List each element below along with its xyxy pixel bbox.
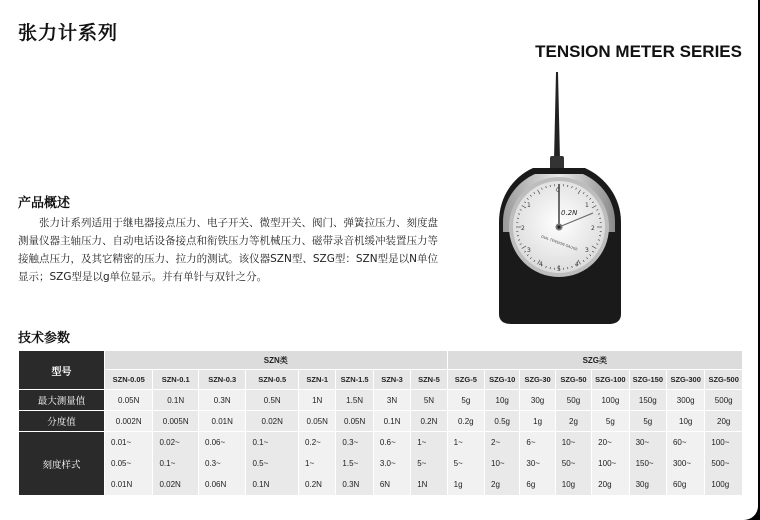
svg-text:4: 4 xyxy=(575,261,579,268)
spec-value-cell: 5g xyxy=(447,390,484,411)
svg-text:2: 2 xyxy=(591,225,595,232)
scale-pattern-cell xyxy=(629,432,666,496)
model-name-cell: SZN-0.5 xyxy=(246,370,299,390)
specs-heading: 技术参数 xyxy=(18,331,71,346)
spec-value-cell: 0.05N xyxy=(104,390,153,411)
scale-pattern-line: 1N xyxy=(417,480,428,489)
model-name-cell: SZG-500 xyxy=(705,370,743,390)
spec-value-cell: 10g xyxy=(666,411,704,432)
spec-row-label: 最大测量值 xyxy=(19,390,105,411)
spec-value-cell: 10g xyxy=(485,390,520,411)
scale-pattern-line: 0.2N xyxy=(305,480,322,489)
scale-pattern-cell xyxy=(666,432,704,496)
scale-pattern-line: 100~ xyxy=(598,459,617,468)
scale-pattern-cell xyxy=(411,432,447,496)
scale-pattern-cell xyxy=(555,432,591,496)
scale-pattern-line: 100~ xyxy=(711,438,730,447)
spec-value-cell: 1.5N xyxy=(336,390,373,411)
spec-value-cell: 150g xyxy=(629,390,666,411)
spec-value-cell: 0.02N xyxy=(246,411,299,432)
spec-value-cell: 0.3N xyxy=(198,390,246,411)
scale-pattern-line: 10~ xyxy=(561,438,576,447)
model-name-cell: SZN-5 xyxy=(411,370,447,390)
scale-pattern-line: 0.01N xyxy=(110,480,133,489)
svg-text:1: 1 xyxy=(585,202,589,209)
spec-value-cell: 50g xyxy=(555,390,591,411)
spec-value-cell: 2g xyxy=(555,411,591,432)
spec-value-cell: 0.5g xyxy=(485,411,520,432)
scale-pattern-cell xyxy=(520,432,555,496)
scale-pattern-line: 50~ xyxy=(561,459,576,468)
scale-pattern-line: 6~ xyxy=(526,438,536,447)
model-name-cell: SZG-30 xyxy=(520,370,555,390)
scale-pattern-line: 0.6~ xyxy=(379,438,396,447)
tension-gauge-image xyxy=(495,72,625,327)
spec-value-cell: 500g xyxy=(705,390,743,411)
svg-text:5: 5 xyxy=(557,266,561,273)
scale-pattern-line: 0.3N xyxy=(342,480,360,489)
spec-value-cell: 5N xyxy=(411,390,447,411)
szn-series-header: SZN类 xyxy=(104,351,447,370)
scale-pattern-line: 0.02N xyxy=(159,480,181,489)
scale-pattern-cell xyxy=(447,432,484,496)
scale-pattern-line: 150~ xyxy=(635,459,654,468)
scale-pattern-line: 30~ xyxy=(635,438,650,447)
dial-caption: DIAL TENSION GAUGE xyxy=(540,234,579,252)
scale-pattern-cell xyxy=(336,432,373,496)
svg-text:4: 4 xyxy=(539,261,543,268)
svg-text:3: 3 xyxy=(585,247,589,254)
spec-value-cell: 0.1N xyxy=(373,411,410,432)
page-title-english: TENSION METER SERIES xyxy=(535,42,742,61)
spec-value-cell: 0.2N xyxy=(411,411,447,432)
scale-pattern-line: 0.5~ xyxy=(252,459,269,468)
scale-pattern-line: 20g xyxy=(598,480,612,489)
scale-pattern-line: 1~ xyxy=(453,438,463,447)
model-name-cell: SZN-1.5 xyxy=(336,370,373,390)
scale-pattern-line: 0.3~ xyxy=(342,438,359,447)
spec-value-cell: 0.05N xyxy=(336,411,373,432)
model-name-cell: SZN-0.1 xyxy=(153,370,198,390)
scale-pattern-cell xyxy=(299,432,336,496)
scale-pattern-line: 10~ xyxy=(491,459,505,468)
spec-value-cell: 1N xyxy=(299,390,336,411)
spec-value-cell: 0.5N xyxy=(246,390,299,411)
scale-pattern-line: 60~ xyxy=(672,438,687,447)
model-name-cell: SZN-0.05 xyxy=(104,370,153,390)
model-name-cell: SZN-0.3 xyxy=(198,370,246,390)
model-name-cell: SZG-100 xyxy=(592,370,629,390)
dial-value-label: 0.2N xyxy=(561,209,578,217)
model-name-cell: SZG-150 xyxy=(629,370,666,390)
spec-value-cell: 0.005N xyxy=(153,411,198,432)
scale-pattern-line: 5~ xyxy=(453,459,463,468)
scale-pattern-cell xyxy=(705,432,743,496)
scale-pattern-line: 0.3~ xyxy=(204,459,221,468)
spec-value-cell: 0.2g xyxy=(447,411,484,432)
scale-pattern-line: 3.0~ xyxy=(379,459,396,468)
model-name-cell: SZN-3 xyxy=(373,370,410,390)
scale-pattern-line: 0.01~ xyxy=(110,438,132,447)
scale-pattern-line: 100g xyxy=(711,480,730,489)
spec-value-cell: 20g xyxy=(705,411,743,432)
overview-paragraph: 张力计系列适用于继电器接点压力、电子开关、微型开关、阀门、弹簧拉压力、刻度盘测量仪器主轴压力、自动电话设备接点和衔铁压力等机械压力、磁带录音机缓冲装置压力等接触点压力，及其它精密的压力、拉力的测试。该仪器SZN型、SZG型：SZN型是以N单位显示；SZG型是以g单位显示。并有单针与双针之分。 xyxy=(18,217,438,283)
scale-pattern-cell xyxy=(246,432,299,496)
scale-pattern-line: 6g xyxy=(526,480,536,489)
scale-pattern-line: 300~ xyxy=(672,459,692,468)
scale-pattern-line: 10g xyxy=(561,480,576,489)
svg-text:0: 0 xyxy=(556,187,560,194)
scale-pattern-cell xyxy=(198,432,246,496)
scale-pattern-line: 30g xyxy=(635,480,649,489)
scale-pattern-line: 0.02~ xyxy=(159,438,180,447)
spec-value-cell: 100g xyxy=(592,390,629,411)
scale-pattern-cell xyxy=(592,432,629,496)
scale-pattern-line: 6N xyxy=(379,480,391,489)
szg-series-header: SZG类 xyxy=(447,351,742,370)
probe-needle xyxy=(554,72,560,160)
scale-pattern-line: 60g xyxy=(672,480,687,489)
overview-heading: 产品概述 xyxy=(18,196,71,211)
scale-pattern-line: 1~ xyxy=(417,438,427,447)
svg-text:1: 1 xyxy=(527,202,531,209)
model-header: 型号 xyxy=(19,351,105,390)
model-name-cell: SZG-300 xyxy=(666,370,704,390)
scale-pattern-line: 500~ xyxy=(711,459,730,468)
spec-table xyxy=(18,350,743,496)
spec-value-cell: 5g xyxy=(629,411,666,432)
model-name-cell: SZN-1 xyxy=(299,370,336,390)
scale-pattern-line: 0.06N xyxy=(204,480,227,489)
scale-pattern-line: 0.1N xyxy=(252,480,270,489)
svg-text:3: 3 xyxy=(527,247,531,254)
scale-pattern-line: 2~ xyxy=(491,438,501,447)
spec-value-cell: 1g xyxy=(520,411,555,432)
model-name-cell: SZG-50 xyxy=(555,370,591,390)
spec-value-cell: 3N xyxy=(373,390,410,411)
spec-value-cell: 0.002N xyxy=(104,411,153,432)
model-name-cell: SZG-5 xyxy=(447,370,484,390)
scale-pattern-line: 2g xyxy=(491,480,500,489)
scale-pattern-line: 1.5~ xyxy=(342,459,359,468)
scale-pattern-line: 30~ xyxy=(526,459,540,468)
svg-text:2: 2 xyxy=(521,225,525,232)
scale-pattern-cell xyxy=(104,432,153,496)
spec-value-cell: 0.01N xyxy=(198,411,246,432)
spec-value-cell: 0.05N xyxy=(299,411,336,432)
model-name-cell: SZG-10 xyxy=(485,370,520,390)
spec-value-cell: 0.1N xyxy=(153,390,198,411)
page-title: 张力计系列 xyxy=(18,22,119,44)
scale-pattern-line: 0.1~ xyxy=(159,459,176,468)
spec-value-cell: 300g xyxy=(666,390,704,411)
scale-pattern-line: 0.1~ xyxy=(252,438,269,447)
scale-pattern-line: 20~ xyxy=(598,438,612,447)
scale-pattern-line: 1~ xyxy=(305,459,315,468)
scale-pattern-cell xyxy=(485,432,520,496)
scale-pattern-line: 1g xyxy=(453,480,463,489)
scale-pattern-line: 0.05~ xyxy=(110,459,132,468)
scale-pattern-line: 5~ xyxy=(417,459,427,468)
spec-row-label: 分度值 xyxy=(19,411,105,432)
scale-pattern-line: 0.06~ xyxy=(204,438,226,447)
spec-value-cell: 5g xyxy=(592,411,629,432)
scale-pattern-cell xyxy=(373,432,410,496)
scale-pattern-cell xyxy=(153,432,198,496)
pattern-row-label: 刻度样式 xyxy=(19,432,105,496)
spec-value-cell: 30g xyxy=(520,390,555,411)
scale-pattern-line: 0.2~ xyxy=(305,438,321,447)
